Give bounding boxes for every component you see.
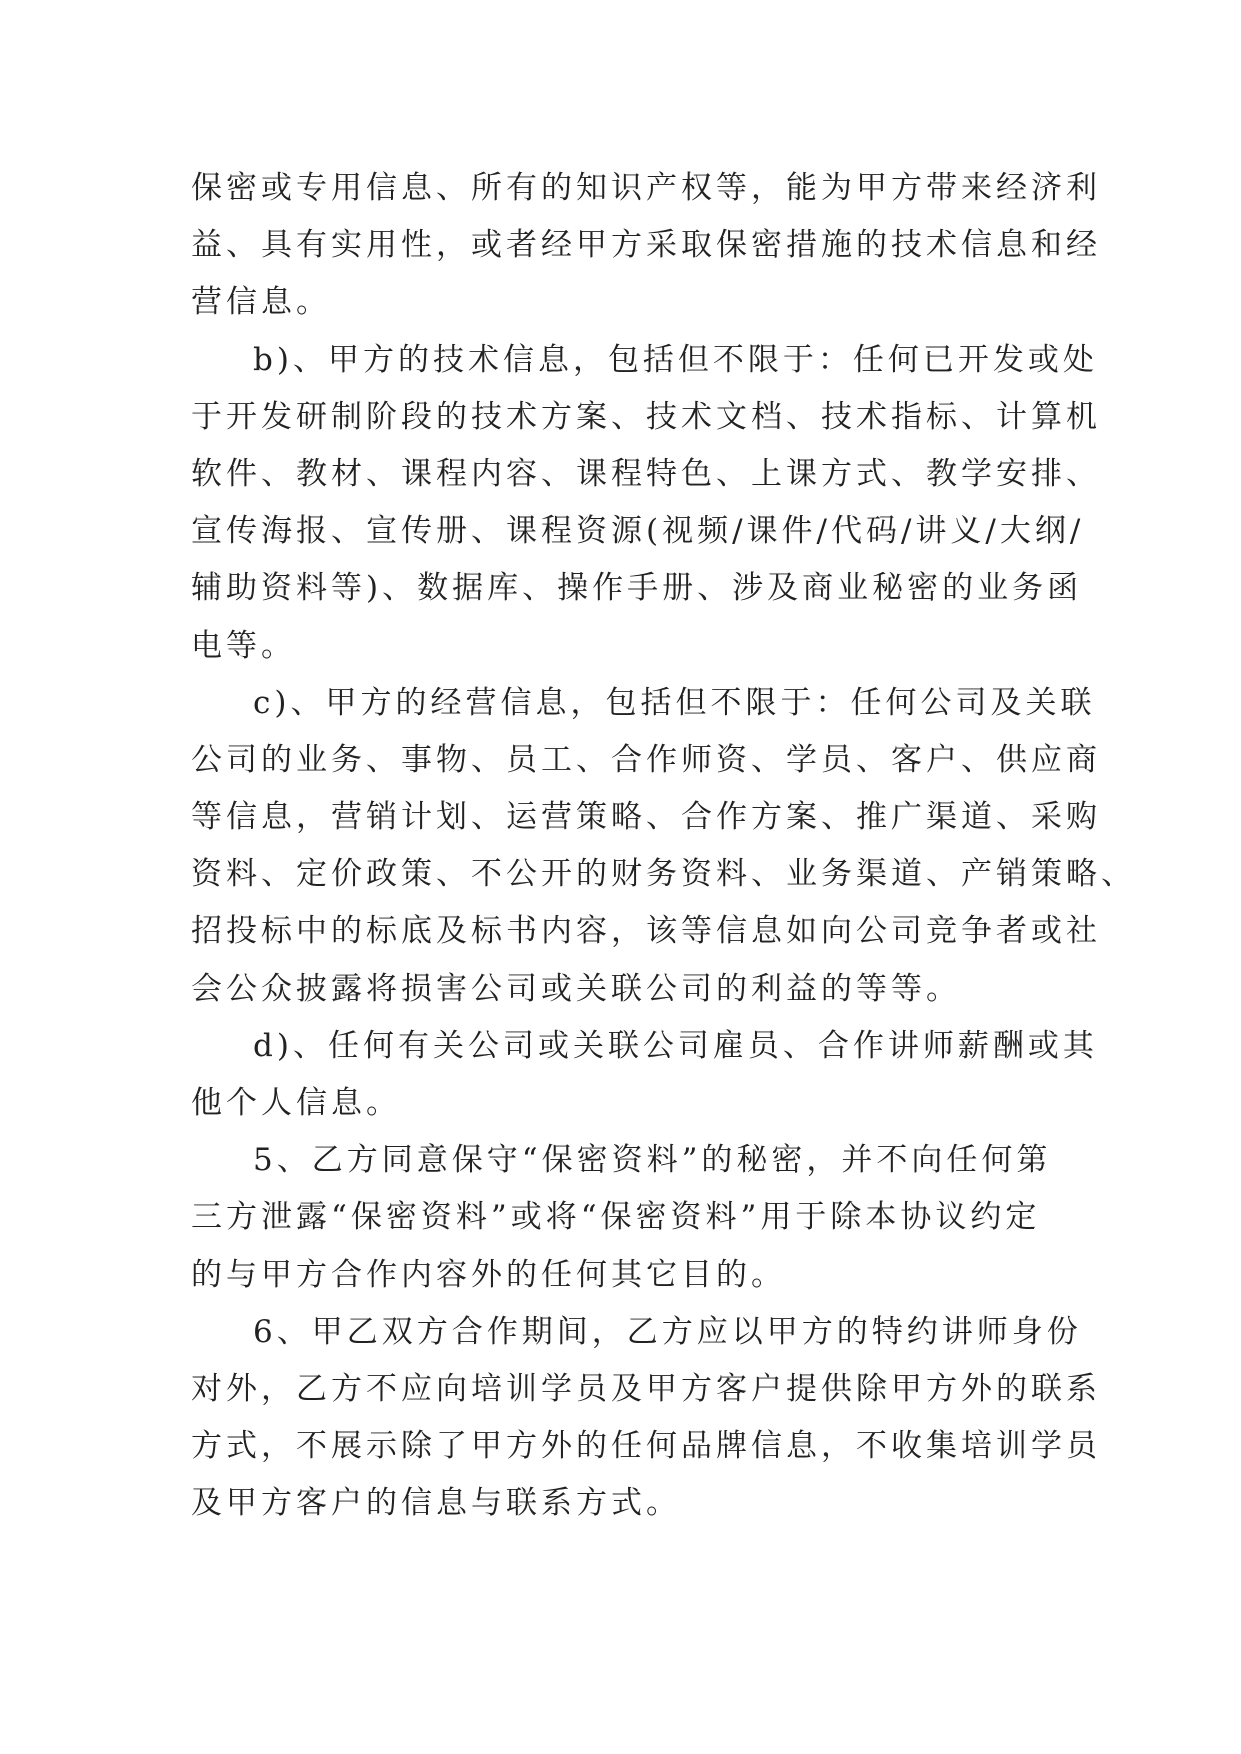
text-line: 招投标中的标底及标书内容，该等信息如向公司竞争者或社	[191, 913, 1101, 950]
document-body	[191, 160, 1136, 1533]
text-line: 会公众披露将损害公司或关联公司的利益的等等。	[191, 970, 961, 1007]
text-line: 公司的业务、事物、员工、合作师资、学员、客户、供应商	[191, 741, 1101, 778]
clause-5-start: 5、乙方同意保守“保密资料”的秘密，并不向任何第	[253, 1142, 1052, 1179]
paragraph-d-start: d)、任何有关公司或关联公司雇员、合作讲师薪酬或其	[253, 1027, 1098, 1064]
text-line: 软件、教材、课程内容、课程特色、上课方式、教学安排、	[191, 455, 1101, 492]
text-line: 的与甲方合作内容外的任何其它目的。	[191, 1256, 786, 1293]
text-line: 资料、定价政策、不公开的财务资料、业务渠道、产销策略、	[191, 856, 1136, 893]
text-line: 对外，乙方不应向培训学员及甲方客户提供除甲方外的联系	[191, 1370, 1101, 1407]
text-line: 他个人信息。	[191, 1085, 401, 1121]
paragraph-c-start: c)、甲方的经营信息，包括但不限于：任何公司及关联	[253, 684, 1096, 721]
text-line: 益、具有实用性，或者经甲方采取保密措施的技术信息和经	[191, 227, 1101, 264]
text-line: 方式，不展示除了甲方外的任何品牌信息，不收集培训学员	[191, 1428, 1101, 1465]
text-line: 保密或专用信息、所有的知识产权等，能为甲方带来经济利	[191, 170, 1101, 206]
paragraph-b-start: b)、甲方的技术信息，包括但不限于：任何已开发或处	[253, 341, 1098, 378]
text-line: 等信息，营销计划、运营策略、合作方案、推广渠道、采购	[191, 799, 1101, 836]
text-line: 及甲方客户的信息与联系方式。	[191, 1485, 681, 1522]
text-line: 辅助资料等)、数据库、操作手册、涉及商业秘密的业务函	[191, 570, 1083, 607]
text-line: 营信息。	[191, 284, 331, 321]
clause-6-start: 6、甲乙双方合作期间，乙方应以甲方的特约讲师身份	[253, 1313, 1082, 1350]
text-line: 于开发研制阶段的技术方案、技术文档、技术指标、计算机	[191, 398, 1101, 435]
text-line: 三方泄露“保密资料”或将“保密资料”用于除本协议约定	[191, 1199, 1041, 1236]
text-line: 宣传海报、宣传册、课程资源(视频/课件/代码/讲义/大纲/	[191, 513, 1085, 550]
text-line: 电等。	[191, 627, 296, 664]
